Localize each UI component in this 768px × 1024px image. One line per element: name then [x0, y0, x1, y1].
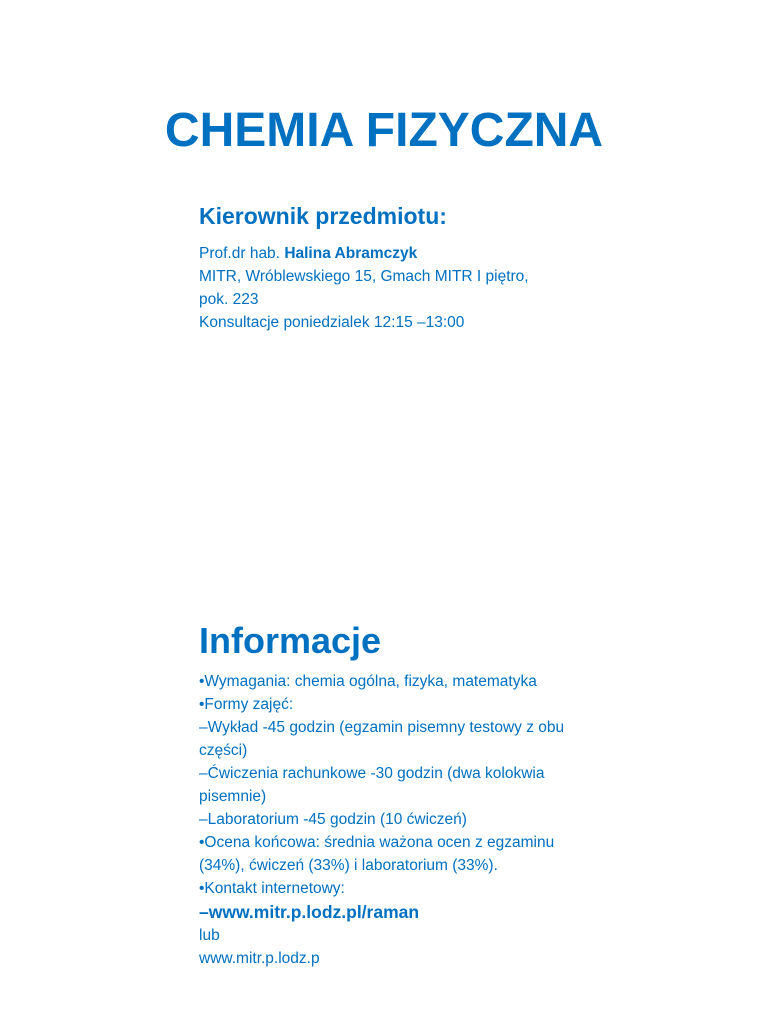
raman-link[interactable]: –www.mitr.p.lodz.pl/raman: [199, 902, 420, 922]
laboratory-item: –Laboratorium -45 godzin (10 ćwiczeń): [199, 811, 467, 828]
leader-name: Halina Abramczyk: [284, 245, 418, 262]
requirements-item: •Wymagania: chemia ogólna, fizyka, matematyka: [199, 673, 537, 690]
lecture-item: –Wykład -45 godzin (egzamin pisemny testowy z obu części): [199, 719, 565, 759]
or-text: lub: [199, 927, 220, 944]
information-section: [199, 616, 599, 970]
leader-name-line: [199, 242, 599, 265]
course-leader-heading: Kierownik przedmiotu:: [199, 203, 447, 229]
information-heading: Informacje: [199, 620, 382, 661]
contact-label: •Kontakt internetowy:: [199, 880, 345, 897]
address-line-2: pok. 223: [199, 291, 259, 308]
course-leader-section: [199, 198, 599, 334]
mitr-link[interactable]: www.mitr.p.lodz.p: [199, 950, 320, 967]
consultation-hours: Konsultacje poniedzialek 12:15 –13:00: [199, 314, 465, 331]
exercises-item: –Ćwiczenia rachunkowe -30 godzin (dwa kolokwia pisemnie): [199, 765, 545, 805]
grading-item: •Ocena końcowa: średnia ważona ocen z egzaminu (34%), ćwiczeń (33%) i laboratorium (33%).: [199, 834, 555, 874]
page-title: CHEMIA FIZYCZNA: [164, 104, 604, 157]
class-forms-label: •Formy zajęć:: [199, 696, 294, 713]
address-line-1: MITR, Wróblewskiego 15, Gmach MITR I piętro,: [199, 268, 529, 285]
leader-title-prefix: Prof.dr hab.: [199, 245, 280, 262]
